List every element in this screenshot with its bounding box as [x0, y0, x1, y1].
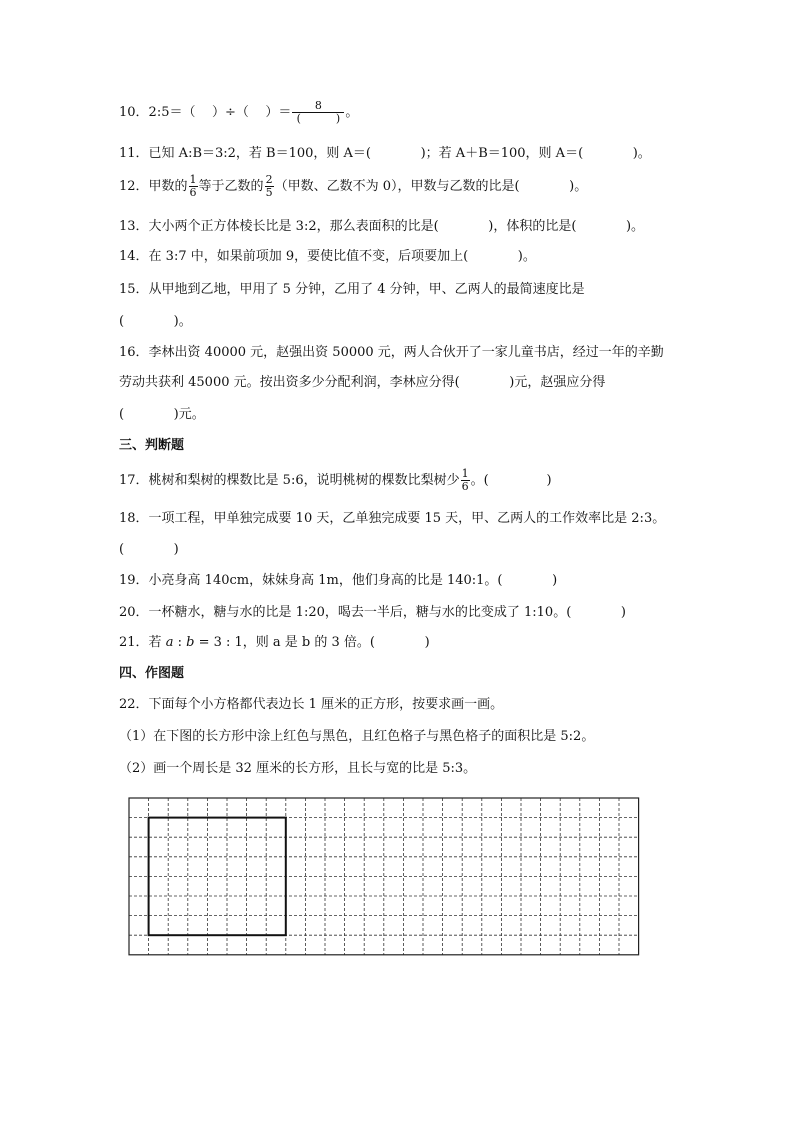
fraction-8-over-blank: $\frac{8}{( )}$ [292, 100, 344, 125]
question-18-line-1: 18．一项工程，甲单独完成要 10 天，乙单独完成要 15 天，甲、乙两人的工作效率比是 2:3。 [119, 511, 666, 526]
question-16-line-2: 劳动共获利 45000 元。按出资多少分配利润，李林应分得( )元，赵强应分得 [119, 375, 606, 390]
fraction-one-sixth: $\frac{1}{6}$ [189, 173, 197, 199]
question-15-line-1: 15．从甲地到乙地，甲用了 5 分钟，乙用了 4 分钟，甲、乙两人的最简速度比是 [119, 282, 585, 297]
question-21: 21．若 a : b = 3 : 1，则 a 是 b 的 3 倍。( ) [119, 635, 430, 650]
fraction-one-sixth: $\frac{1}{6}$ [461, 467, 469, 493]
question-17: 17．桃树和梨树的棵数比是 5:6，说明桃树的棵数比梨树少 $\frac{1}{6}$ 。( ) [119, 467, 552, 493]
drawing-grid[interactable] [128, 797, 642, 957]
question-18-line-2: ( ) [119, 542, 179, 557]
question-22-line-3: （2）画一个周长是 32 厘米的长方形，且长与宽的比是 5:3。 [119, 761, 477, 776]
question-10: 10．2:5＝（ ）÷（ ）＝ $\frac{8}{( )}$ 。 [119, 99, 359, 125]
question-22-line-1: 22．下面每个小方格都代表边长 1 厘米的正方形，按要求画一画。 [119, 697, 504, 712]
question-13: 13．大小两个正方体棱长比是 3:2，那么表面积的比是( )，体积的比是( )。 [119, 219, 645, 234]
question-15-line-2: ( )。 [119, 314, 192, 329]
question-11: 11．已知 A:B＝3:2，若 B＝100，则 A＝( )；若 A＋B＝100，则 A＝( )。 [119, 146, 651, 161]
question-19: 19．小亮身高 140cm，妹妹身高 1m，他们身高的比是 140:1。( ) [119, 573, 558, 588]
fraction-two-fifths: $\frac{2}{5}$ [265, 173, 273, 199]
question-22-line-2: （1）在下图的长方形中涂上红色与黑色，且红色格子与黑色格子的面积比是 5:2。 [119, 729, 595, 744]
question-12: 12．甲数的 $\frac{1}{6}$ 等于乙数的 $\frac{2}{5}$ （甲数、乙数不为 0），甲数与乙数的比是( )。 [119, 173, 588, 199]
section-4-title: 四、作图题 [119, 666, 185, 681]
question-16-line-3: ( )元。 [119, 407, 205, 422]
section-3-title: 三、判断题 [119, 438, 185, 453]
question-14: 14．在 3:7 中，如果前项加 9，要使比值不变，后项要加上( )。 [119, 249, 536, 264]
question-16-line-1: 16．李林出资 40000 元，赵强出资 50000 元，两人合伙开了一家儿童书店，经过一年的辛勤 [119, 345, 664, 360]
question-20: 20．一杯糖水，糖与水的比是 1:20，喝去一半后，糖与水的比变成了 1:10。( ) [119, 605, 626, 620]
